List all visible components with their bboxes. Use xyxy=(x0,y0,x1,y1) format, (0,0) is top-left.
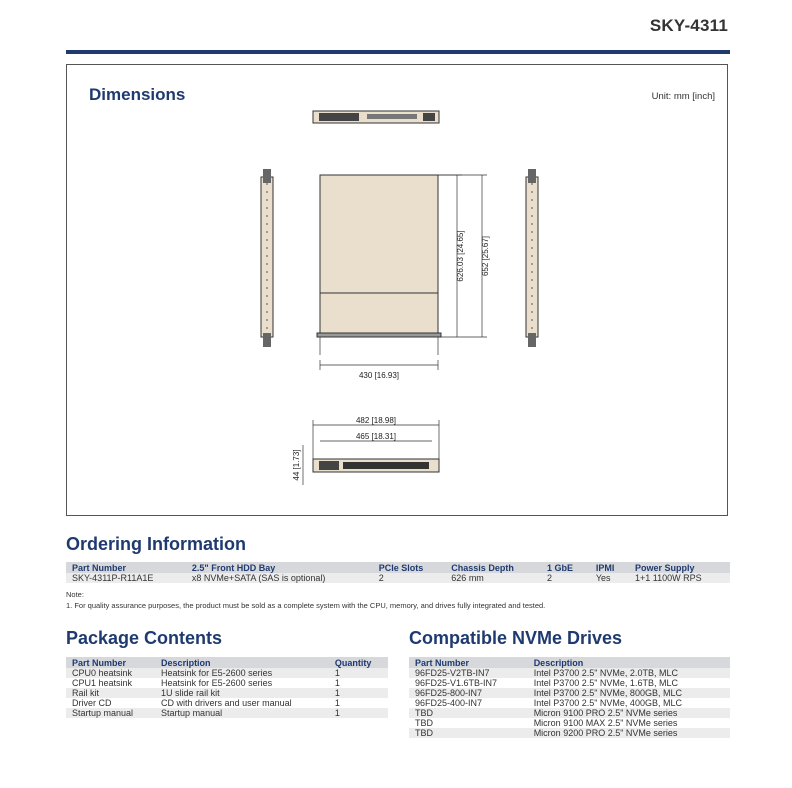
package-header-row xyxy=(66,657,388,668)
cell: CPU0 heatsink xyxy=(66,668,155,678)
note-label: Note: xyxy=(66,590,84,599)
cell: Startup manual xyxy=(155,708,329,718)
ordering-header-row xyxy=(66,562,730,573)
unit-label: Unit: mm [inch] xyxy=(651,91,715,102)
cell: Intel P3700 2.5" NVMe, 2.0TB, MLC xyxy=(528,668,730,678)
package-table xyxy=(66,657,388,718)
cell: Heatsink for E5-2600 series xyxy=(161,678,273,688)
table-row xyxy=(409,668,730,678)
cell: 2 xyxy=(541,573,590,583)
table-row xyxy=(409,728,730,738)
col-description: Description xyxy=(155,657,329,668)
cell: TBD xyxy=(409,708,528,718)
cell: Intel P3700 2.5" NVMe, 800GB, MLC xyxy=(528,688,730,698)
col-part-number: Part Number xyxy=(66,562,186,573)
cell: 1 xyxy=(334,698,340,708)
cell: Heatsink for E5-2600 series xyxy=(155,668,329,678)
side-view-right xyxy=(526,169,538,347)
dim-652: 652 [25.67] xyxy=(481,235,490,277)
dim-482: 482 [18.98] xyxy=(355,416,397,425)
nvme-header-row xyxy=(409,657,730,668)
cell: CD with drivers and user manual xyxy=(161,698,292,708)
cell: 96FD25-800-IN7 xyxy=(409,688,528,698)
cell: CPU1 heatsink xyxy=(72,678,133,688)
table-row xyxy=(66,688,388,698)
header-rule xyxy=(66,50,730,54)
cell: 2 xyxy=(373,573,446,583)
nvme-table xyxy=(409,657,730,738)
cell: TBD xyxy=(409,728,528,738)
table-row xyxy=(409,708,730,718)
dimensions-panel xyxy=(66,64,728,516)
cell: 1 xyxy=(329,668,388,678)
col-part-number: Part Number xyxy=(66,657,155,668)
table-row xyxy=(66,708,388,718)
col-quantity: Quantity xyxy=(329,657,388,668)
cell: Yes xyxy=(590,573,629,583)
col-pcie: PCIe Slots xyxy=(373,562,446,573)
table-row xyxy=(66,698,388,708)
table-row xyxy=(409,678,730,688)
model-name: SKY-4311 xyxy=(649,16,728,35)
cell: Driver CD xyxy=(72,698,112,708)
col-chassis-depth: Chassis Depth xyxy=(445,562,541,573)
note-text: 1. For quality assurance purposes, the product must be sold as a complete system with the CPU, memory, and drives fully integrated and tested. xyxy=(66,601,546,610)
table-row xyxy=(66,678,388,688)
col-part-number: Part Number xyxy=(409,657,528,668)
chassis-drawings xyxy=(67,65,727,515)
package-title: Package Contents xyxy=(66,628,223,648)
cell: Rail kit xyxy=(66,688,155,698)
cell: 96FD25-V2TB-IN7 xyxy=(409,668,528,678)
dim-626: 626.03 [24.65] xyxy=(456,230,465,282)
front-view-bottom xyxy=(303,420,439,485)
front-view-top xyxy=(313,111,439,123)
dim-430: 430 [16.93] xyxy=(358,371,400,380)
col-power: Power Supply xyxy=(629,562,730,573)
cell: Startup manual xyxy=(66,708,155,718)
cell: 1U slide rail kit xyxy=(155,688,329,698)
cell: 1+1 1100W RPS xyxy=(629,573,730,583)
ordering-table xyxy=(66,562,730,583)
cell: 1 xyxy=(329,708,388,718)
dimensions-title: Dimensions xyxy=(89,85,186,104)
cell: 96FD25-V1.6TB-IN7 xyxy=(415,678,498,688)
col-ipmi: IPMI xyxy=(590,562,629,573)
table-row xyxy=(66,573,730,583)
col-description: Description xyxy=(528,657,730,668)
cell: 1 xyxy=(334,678,340,688)
table-row xyxy=(409,698,730,708)
table-row xyxy=(66,668,388,678)
cell: TBD xyxy=(415,718,433,728)
cell: SKY-4311P-R11A1E xyxy=(66,573,186,583)
cell: Micron 9100 PRO 2.5" NVMe series xyxy=(528,708,730,718)
cell: Micron 9200 PRO 2.5" NVMe series xyxy=(528,728,730,738)
cell: Micron 9100 MAX 2.5" NVMe series xyxy=(533,718,678,728)
table-row xyxy=(409,718,730,728)
col-gbe: 1 GbE xyxy=(541,562,590,573)
table-row xyxy=(409,688,730,698)
cell: 96FD25-400-IN7 xyxy=(415,698,483,708)
dim-465: 465 [18.31] xyxy=(355,432,397,441)
nvme-title: Compatible NVMe Drives xyxy=(409,628,623,648)
col-hdd-bay: 2.5" Front HDD Bay xyxy=(186,562,373,573)
cell: x8 NVMe+SATA (SAS is optional) xyxy=(186,573,373,583)
cell: 626 mm xyxy=(445,573,541,583)
ordering-title: Ordering Information xyxy=(66,534,246,554)
dim-44: 44 [1.73] xyxy=(292,449,301,481)
cell: Intel P3700 2.5" NVMe, 400GB, MLC xyxy=(533,698,682,708)
cell: 1 xyxy=(329,688,388,698)
cell: Intel P3700 2.5" NVMe, 1.6TB, MLC xyxy=(533,678,678,688)
side-view-left xyxy=(261,169,273,347)
